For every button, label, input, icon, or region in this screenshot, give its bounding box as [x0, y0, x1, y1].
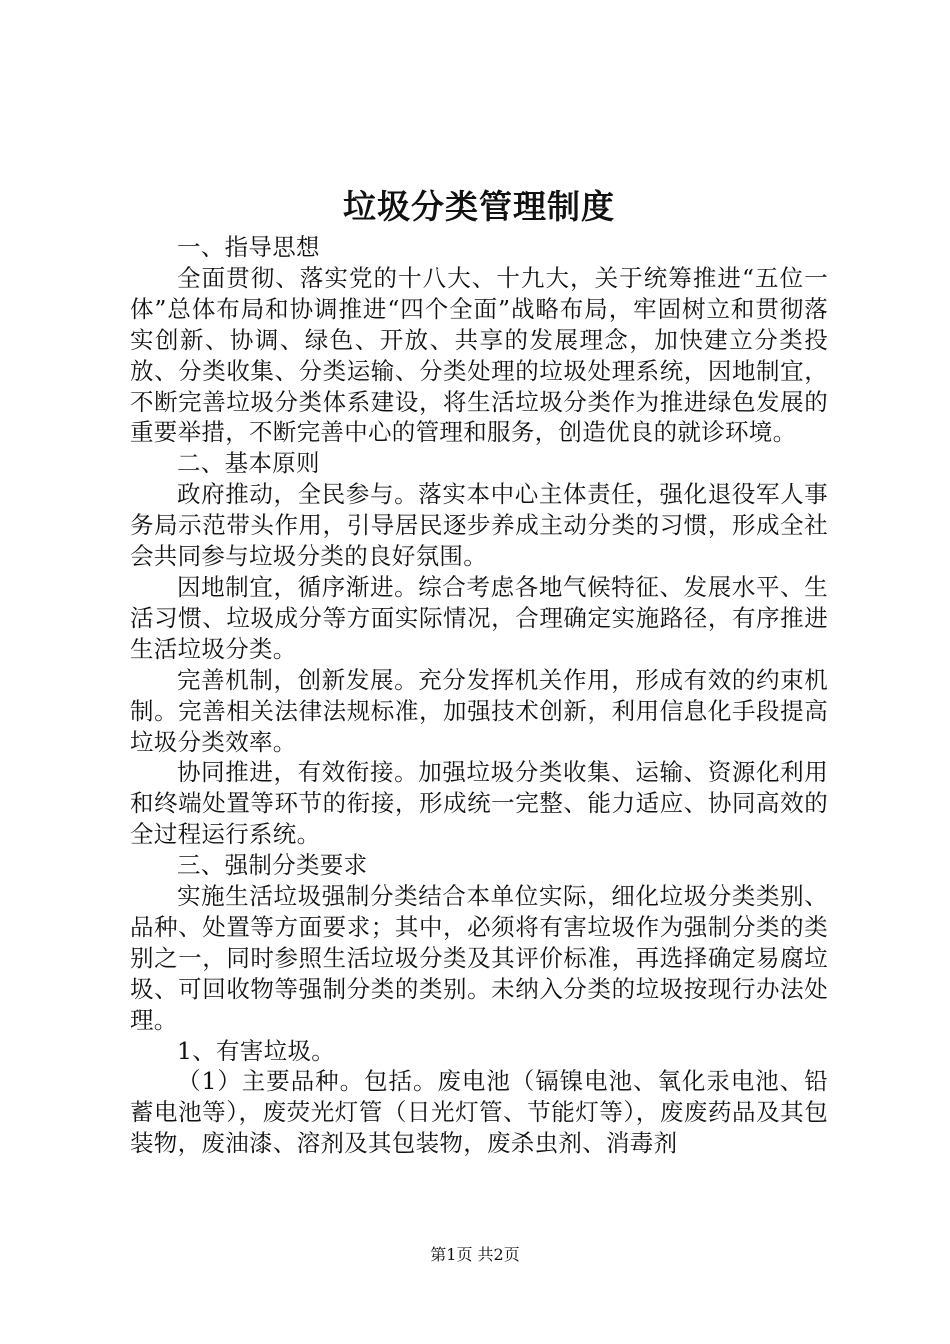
- paragraph-principle-2: 因地制宜，循序渐进。综合考虑各地气候特征、发展水平、生活习惯、垃圾成分等方面实际情况，合理确定实施路径，有序推进生活垃圾分类。: [130, 572, 828, 663]
- document-title: 垃圾分类管理制度: [343, 187, 615, 226]
- section-heading-basic-principles: 二、基本原则: [177, 449, 320, 478]
- paragraph-principle-4: 协同推进，有效衔接。加强垃圾分类收集、运输、资源化利用和终端处置等环节的衔接，形成统一完整、能力适应、协同高效的全过程运行系统。: [130, 758, 828, 849]
- section-heading-mandatory-requirements: 三、强制分类要求: [177, 851, 368, 880]
- subheading-hazardous-waste: 1、有害垃圾。: [177, 1036, 336, 1065]
- paragraph-guiding-ideology: 全面贯彻、落实党的十八大、十九大，关于统筹推进“五位一体”总体布局和协调推进“四个全面”战略布局，牢固树立和贯彻落实创新、协调、绿色、开放、共享的发展理念，加快建立分类投放、分类收集、分类运输、分类处理的垃圾处理系统，因地制宜，不断完善垃圾分类体系建设，将生活垃圾分类作为推进绿色发展的重要举措，不断完善中心的管理和服务，创造优良的就诊环境。: [130, 263, 828, 447]
- paragraph-mandatory-requirements: 实施生活垃圾强制分类结合本单位实际，细化垃圾分类类别、品种、处置等方面要求；其中，必须将有害垃圾作为强制分类的类别之一，同时参照生活垃圾分类及其评价标准，再选择确定易腐垃圾、可回收物等强制分类的类别。未纳入分类的垃圾按现行办法处理。: [130, 882, 828, 1034]
- paragraph-principle-3: 完善机制，创新发展。充分发挥机关作用，形成有效的约束机制。完善相关法律法规标准，加强技术创新，利用信息化手段提高垃圾分类效率。: [130, 665, 828, 756]
- paragraph-principle-1: 政府推动，全民参与。落实本中心主体责任，强化退役军人事务局示范带头作用，引导居民逐步养成主动分类的习惯，形成全社会共同参与垃圾分类的良好氛围。: [130, 480, 828, 571]
- paragraph-main-types: （1）主要品种。包括。废电池（镉镍电池、氧化汞电池、铅蓄电池等），废荧光灯管（日光灯管、节能灯等），废废药品及其包装物，废油漆、溶剂及其包装物，废杀虫剂、消毒剂: [130, 1067, 828, 1158]
- document-page: [130, 182, 828, 1159]
- page-footer: 第1页 共2页: [430, 1245, 520, 1264]
- section-heading-guiding-ideology: 一、指导思想: [177, 233, 320, 261]
